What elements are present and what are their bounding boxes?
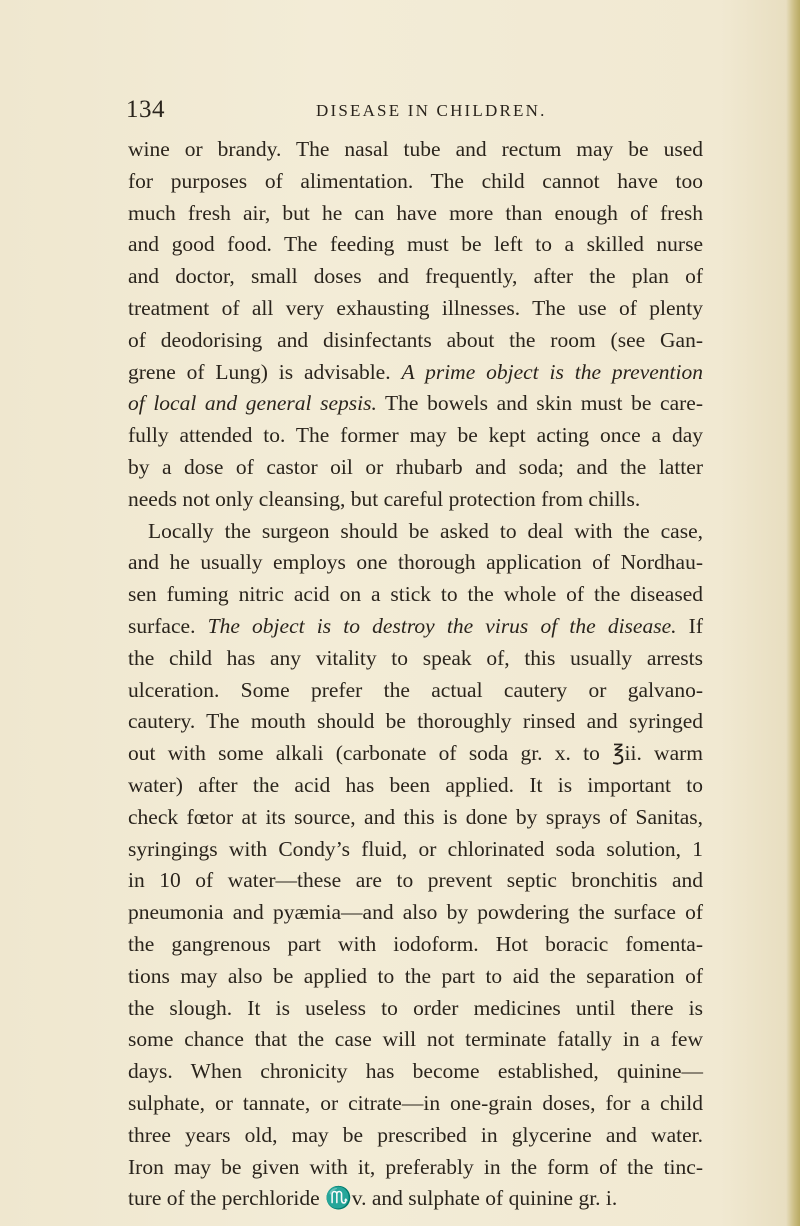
text-line: the child has any vitality to speak of, this usually arrests <box>128 645 703 670</box>
text-line: water) after the acid has been applied. It is important to <box>128 772 703 797</box>
text-line: and good food. The feeding must be left to a skilled nurse <box>128 232 703 257</box>
text-line: and he usually employs one thorough application of Nordhau- <box>128 550 703 575</box>
text-line: out with some alkali (carbonate of soda gr. x. to ℥ii. warm <box>128 741 703 766</box>
text-line: three years old, may be prescribed in glycerine and water. <box>128 1122 703 1147</box>
text-line: ulceration. Some prefer the actual cautery or galvano- <box>128 677 703 702</box>
text-line: cautery. The mouth should be thoroughly rinsed and syringed <box>128 709 703 734</box>
text-line: treatment of all very exhausting illnesses. The use of plenty <box>128 295 703 320</box>
text-line: fully attended to. The former may be kept acting once a day <box>128 423 703 448</box>
text-line: ture of the perchloride ♏v. and sulphate of quinine gr. i. <box>128 1186 618 1211</box>
text-run: surface. <box>128 613 208 638</box>
text-line: tions may also be applied to the part to aid the separation of <box>128 963 703 988</box>
text-line <box>128 388 703 420</box>
page-edge-shadow <box>786 0 800 1226</box>
text-line: of deodorising and disinfectants about the room (see Gan- <box>128 327 703 352</box>
text-line: in 10 of water—these are to prevent septic bronchitis and <box>128 868 703 893</box>
text-line: sulphate, or tannate, or citrate—in one-grain doses, for a child <box>128 1090 703 1115</box>
text-line: much fresh air, but he can have more than enough of fresh <box>128 200 703 225</box>
text-line: some chance that the case will not terminate fatally in a few <box>128 1027 703 1052</box>
text-line: the gangrenous part with iodoform. Hot boracic fomenta- <box>128 931 703 956</box>
italic-run: of local and general sepsis. <box>128 391 377 416</box>
text-run: If <box>676 613 703 638</box>
italic-run: A prime object is the prevention <box>401 359 704 384</box>
text-line: needs not only cleansing, but careful protection from chills. <box>128 486 641 511</box>
page-number: 134 <box>126 96 165 123</box>
text-line: wine or brandy. The nasal tube and rectum may be used <box>128 137 703 161</box>
text-line: syringings with Condy’s fluid, or chlorinated soda solution, 1 <box>128 836 703 861</box>
running-head: DISEASE IN CHILDREN. <box>316 101 547 120</box>
text-line: the slough. It is useless to order medicines until there is <box>128 995 703 1020</box>
text-line: days. When chronicity has become established, quinine— <box>128 1059 703 1084</box>
body-text <box>128 134 703 1215</box>
text-line: pneumonia and pyæmia—and also by powdering the surface of <box>128 900 703 925</box>
text-line: Locally the surgeon should be asked to deal with the case, <box>148 518 703 543</box>
text-run: The bowels and skin must be care- <box>376 391 703 416</box>
text-line: and doctor, small doses and frequently, after the plan of <box>128 264 703 289</box>
italic-run: The object is to destroy the virus of the disease. <box>207 613 677 638</box>
page-header <box>126 96 696 124</box>
text-line <box>128 611 703 643</box>
text-line: Iron may be given with it, preferably in the form of the tinc- <box>128 1154 703 1179</box>
text-line: sen fuming nitric acid on a stick to the whole of the diseased <box>128 582 703 607</box>
text-line: check fœtor at its source, and this is done by sprays of Sanitas, <box>128 804 703 829</box>
text-run: grene of Lung) is advisable. <box>128 359 402 384</box>
text-line: by a dose of castor oil or rhubarb and soda; and the latter <box>128 454 703 479</box>
text-line <box>128 357 703 389</box>
text-line: for purposes of alimentation. The child cannot have too <box>128 168 703 193</box>
